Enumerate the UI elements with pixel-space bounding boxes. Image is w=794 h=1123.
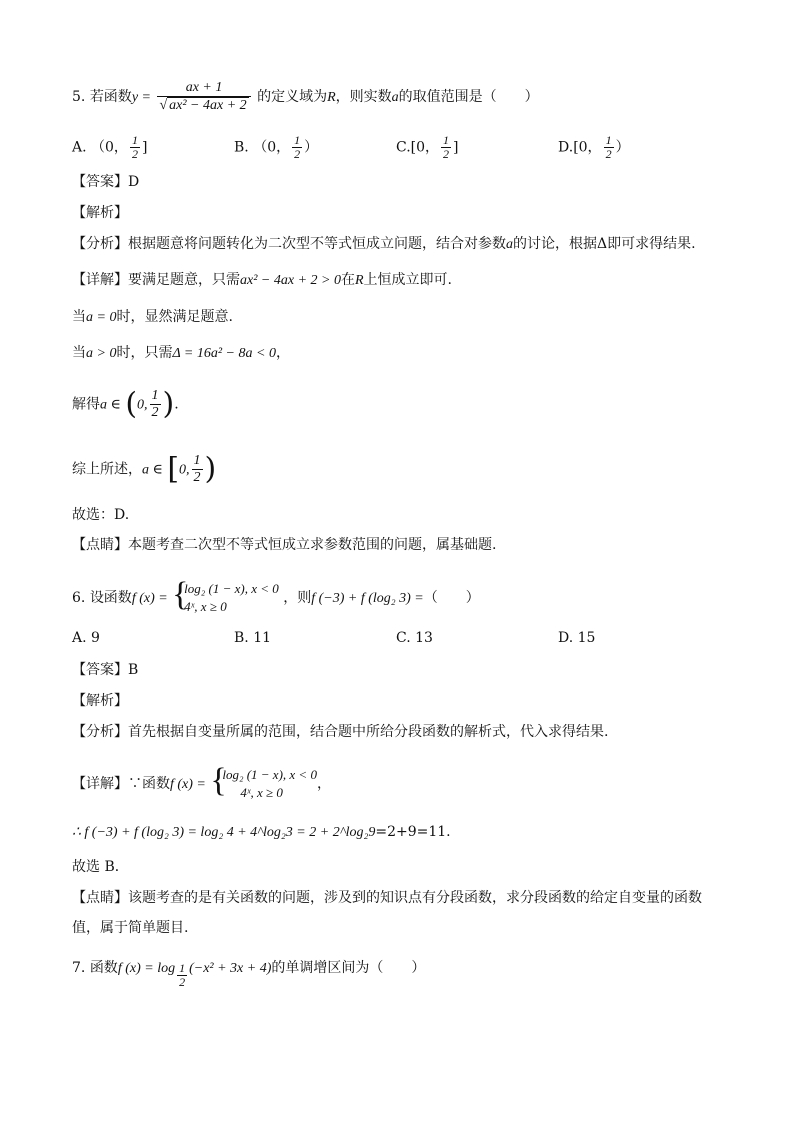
fenxi-text: 根据题意将问题转化为二次型不等式恒成立问题，结合对参数 <box>128 236 506 252</box>
summary-fraction <box>192 453 203 486</box>
q6-query: f (−3) + f (log₂ 3) = <box>311 591 424 606</box>
summary-expression: a ∈ <box>142 462 163 478</box>
case-prefix: 当 <box>72 345 86 361</box>
fraction-den: 2 <box>193 470 201 485</box>
q7-number: 7. <box>72 960 86 976</box>
option-close: ） <box>304 139 319 156</box>
xiangjie-tag: 【详解】 <box>72 272 128 288</box>
fraction-den: 2 <box>179 975 186 989</box>
q5-func-fraction <box>157 80 250 114</box>
interval-zero: 0, <box>137 397 148 413</box>
q5-answer <box>72 172 139 192</box>
solve-fraction <box>150 388 161 421</box>
q5-fenxi <box>72 234 696 255</box>
choose-text: 故选 B． <box>72 859 129 875</box>
open-bracket-big: [ <box>167 451 180 487</box>
q6-option-a <box>72 628 100 648</box>
q5-solve <box>72 388 179 421</box>
piecewise-case-2: 4ˣ, x ≥ 0 <box>240 785 283 800</box>
option-open: （0， <box>253 139 291 156</box>
fraction-den: 2 <box>294 147 301 161</box>
fraction-num: 1 <box>443 133 450 147</box>
q6-piecewise <box>172 576 279 616</box>
q5-analysis-tag <box>72 203 128 223</box>
analysis-tag: 【解析】 <box>72 693 128 709</box>
q6-option-b <box>234 628 271 648</box>
option-close: ] <box>141 139 148 156</box>
q5-option-b <box>234 134 318 161</box>
fraction-num: 1 <box>605 133 612 147</box>
solve-expression: a ∈ <box>100 397 121 413</box>
xiangjie-tag: 【详解】 <box>72 776 128 792</box>
q6-option-c <box>396 628 433 648</box>
therefore-expression: ∴ f (−3) + f (log₂ 3) = log₂ 4 + 4^log₂3 = 2 + 2^log₂9 <box>72 825 376 840</box>
q7-log-base <box>177 962 187 989</box>
case-condition: a = 0 <box>86 310 117 325</box>
answer-value: D <box>128 174 140 190</box>
option-open: [0， <box>410 139 440 156</box>
case-condition: a > 0 <box>86 346 117 361</box>
option-label: C. 13 <box>396 630 433 646</box>
q5-option-c <box>396 134 459 161</box>
piecewise-case-2: 4ˣ, x ≥ 0 <box>184 599 227 614</box>
fraction-den: 2 <box>151 405 159 420</box>
q5-func-denominator: √ ax² − 4ax + 2 <box>157 96 250 114</box>
option-label: D. 15 <box>558 630 596 646</box>
answer-value: B <box>128 662 139 678</box>
fenxi-tag: 【分析】 <box>72 236 128 252</box>
xiangjie-R: R <box>354 273 364 288</box>
fraction-num: 1 <box>294 133 301 147</box>
fenxi-tag: 【分析】 <box>72 724 128 740</box>
q7-stem-tail: 的单调增区间为（ ） <box>271 960 426 976</box>
analysis-tag: 【解析】 <box>72 205 128 221</box>
option-fraction <box>292 134 302 161</box>
q5-xiangjie <box>72 270 452 291</box>
q5-case1 <box>72 307 233 328</box>
fenxi-a: a <box>506 237 513 252</box>
q5-stem-tail: 的取值范围是（ ） <box>398 89 539 105</box>
piecewise-case-1: log₂ (1 − x), x < 0 <box>222 767 317 782</box>
option-fraction <box>441 134 451 161</box>
q6-xiangjie <box>72 762 331 802</box>
xiangjie-tail: 上恒成立即可. <box>363 272 452 288</box>
case-mid: 时，只需 <box>116 345 173 361</box>
fraction-num: 1 <box>131 133 138 147</box>
q5-summary <box>72 453 216 486</box>
answer-tag: 【答案】 <box>72 662 128 678</box>
solve-tail: . <box>174 396 179 413</box>
fraction-den: 2 <box>605 147 612 161</box>
q5-option-d <box>558 134 630 161</box>
comment-tag: 【点睛】 <box>72 537 128 553</box>
q5-a: a <box>391 90 399 105</box>
comment-tag: 【点睛】 <box>72 890 128 906</box>
xiangjie-inequality: ax² − 4ax + 2 > 0 <box>240 273 341 288</box>
q5-stem-end: ，则实数 <box>335 89 392 105</box>
comment-line-2: 值，属于简单题目. <box>72 920 189 936</box>
option-fraction <box>130 134 140 161</box>
q6-comment-cont <box>72 918 188 938</box>
q7-stem <box>72 958 425 989</box>
xiangjie-tail: ， <box>316 776 331 792</box>
q6-fx: f (x) = <box>131 591 168 606</box>
brace-icon: { <box>210 762 227 799</box>
because-text: ∵函数 <box>128 776 170 792</box>
option-label: D. <box>558 139 574 156</box>
q6-stem-mid: ，则 <box>283 590 312 606</box>
option-close: ] <box>453 139 459 156</box>
option-open: （0， <box>91 139 128 156</box>
therefore-tail: =2+9=11. <box>375 824 451 840</box>
q6-choose <box>72 857 129 877</box>
q6-comment <box>72 888 702 908</box>
q5-number: 5. <box>72 89 86 105</box>
fraction-num: 1 <box>193 453 201 468</box>
q6-number: 6. <box>72 590 86 606</box>
summary-prefix: 综上所述， <box>72 461 142 478</box>
q5-stem <box>72 80 539 114</box>
option-label: B. 11 <box>234 630 272 646</box>
option-label: A. 9 <box>72 630 100 646</box>
case-tail: 时，显然满足题意. <box>116 309 233 325</box>
q5-choose <box>72 505 129 525</box>
case-tail: ， <box>275 345 290 361</box>
brace-icon: { <box>172 576 189 613</box>
q7-expression: f (x) = log <box>117 961 176 976</box>
fraction-num: 1 <box>151 388 159 403</box>
fraction-den: 2 <box>443 147 450 161</box>
fenxi-text: 首先根据自变量所属的范围，结合题中所给分段函数的解析式，代入求得结果. <box>128 724 609 740</box>
q5-comment <box>72 535 496 555</box>
option-label: A. <box>72 139 87 156</box>
answer-tag: 【答案】 <box>72 174 128 190</box>
xiangjie-text: 要满足题意，只需 <box>128 272 240 288</box>
q6-option-d <box>558 628 595 648</box>
interval-zero: 0, <box>179 462 190 478</box>
option-fraction <box>604 134 614 161</box>
option-label: B. <box>234 139 249 156</box>
q5-stem-suffix: 的定义域为 <box>257 89 328 105</box>
xiangjie-piecewise <box>210 762 317 802</box>
case-expression: Δ = 16a² − 8a < 0 <box>172 346 276 361</box>
q5-option-a <box>72 134 147 161</box>
fenxi-tail: 的讨论，根据Δ即可求得结果. <box>513 236 696 252</box>
xiangjie-mid: 在 <box>340 272 355 288</box>
xiangjie-fx: f (x) = <box>170 777 206 792</box>
q6-fenxi <box>72 722 608 742</box>
close-paren-big: ) <box>162 386 175 422</box>
option-open: [0， <box>573 139 602 156</box>
comment-line-1: 该题考查的是有关函数的问题，涉及到的知识点有分段函数，求分段函数的给定自变量的函数 <box>128 890 702 906</box>
q6-stem-tail: （ ） <box>423 590 480 606</box>
q7-argument: (−x² + 3x + 4) <box>189 961 272 976</box>
option-close: ） <box>615 139 630 156</box>
q6-analysis-tag <box>72 691 128 711</box>
q5-R: R <box>327 90 336 105</box>
open-paren-big: ( <box>125 386 138 422</box>
q5-func-lhs: y = <box>131 90 151 105</box>
choose-text: 故选：D. <box>72 507 130 523</box>
fraction-den: 2 <box>131 147 138 161</box>
comment-text: 本题考查二次型不等式恒成立求参数范围的问题，属基础题. <box>128 537 497 553</box>
fraction-num: 1 <box>179 961 186 975</box>
q5-func-numerator: ax + 1 <box>185 80 223 95</box>
option-label: C. <box>396 139 411 156</box>
piecewise-case-1: log₂ (1 − x), x < 0 <box>184 581 279 596</box>
q7-stem-prefix: 函数 <box>89 960 118 976</box>
q6-therefore <box>72 822 451 843</box>
solve-prefix: 解得 <box>72 396 100 413</box>
q6-stem <box>72 576 480 616</box>
q5-stem-prefix: 若函数 <box>89 89 132 105</box>
q5-case2 <box>72 343 290 364</box>
q6-answer <box>72 660 138 680</box>
q6-stem-prefix: 设函数 <box>89 590 132 606</box>
q5-sqrt-content: ax² − 4ax + 2 <box>169 98 247 113</box>
close-paren-big: ) <box>204 451 217 487</box>
case-prefix: 当 <box>72 309 86 325</box>
